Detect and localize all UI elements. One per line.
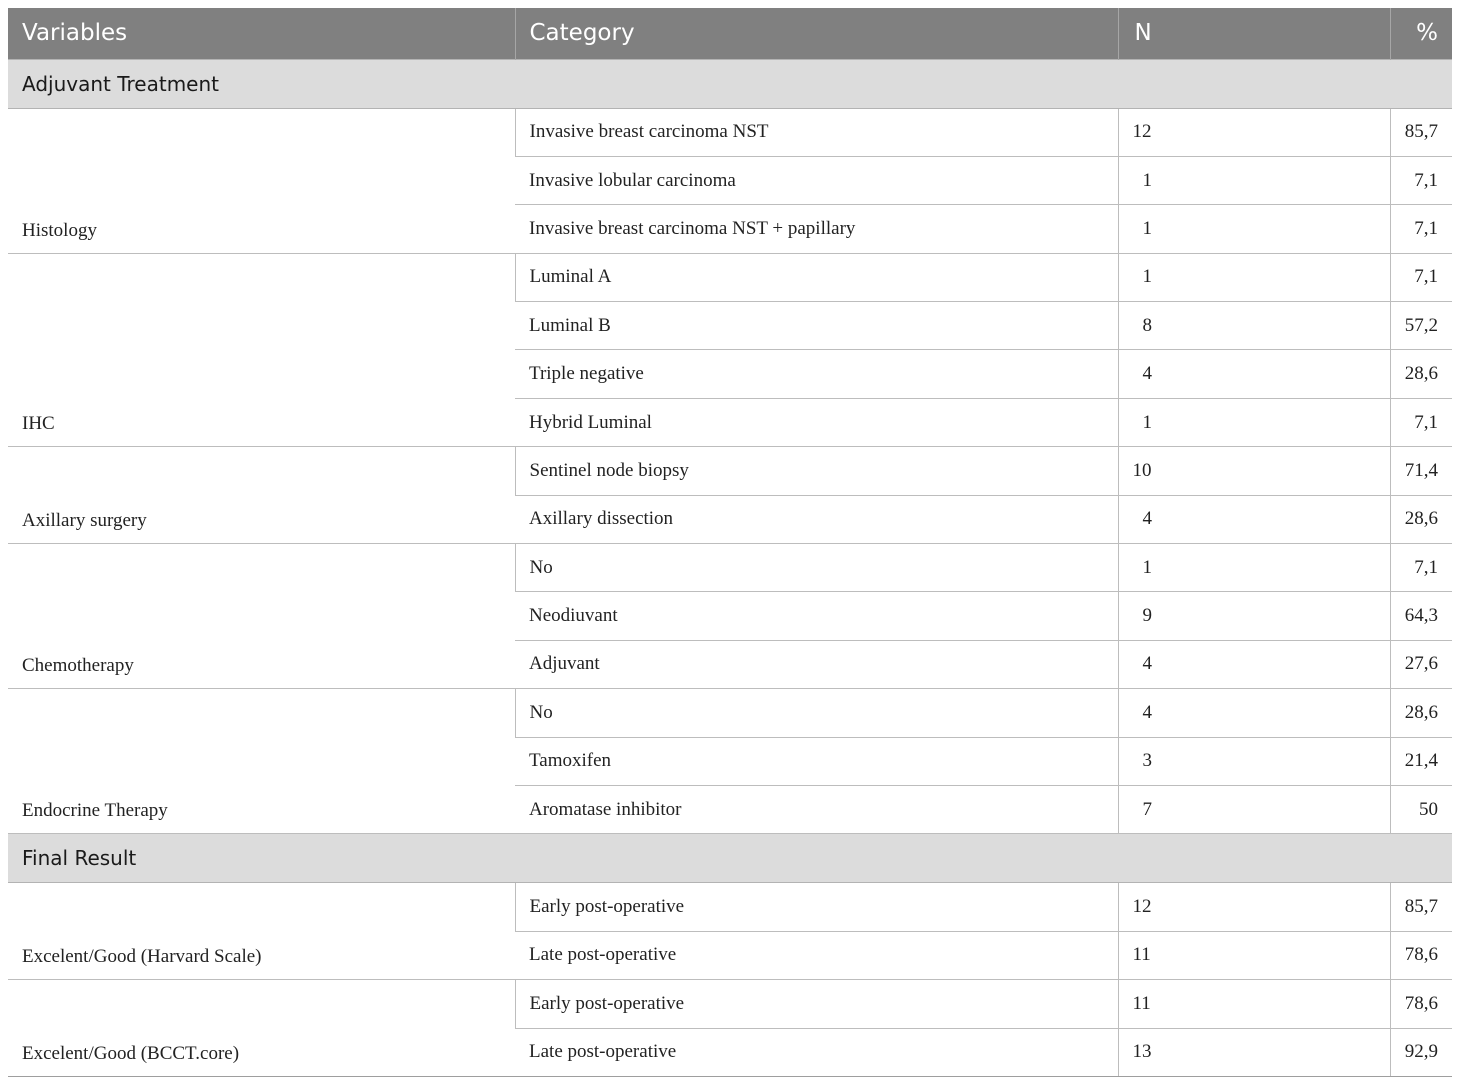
category-cell: Neodiuvant (515, 592, 1118, 640)
category-cell: Sentinel node biopsy (515, 447, 1118, 495)
table-row (8, 883, 1452, 931)
n-cell: 3 (1118, 737, 1390, 785)
header-category: Category (515, 8, 1118, 59)
variable-cell: Histology (8, 108, 515, 253)
category-cell: Invasive lobular carcinoma (515, 156, 1118, 204)
n-cell: 8 (1118, 302, 1390, 350)
variable-cell: IHC (8, 253, 515, 447)
percent-cell: 28,6 (1390, 350, 1452, 398)
percent-cell: 7,1 (1390, 253, 1452, 301)
percent-cell: 85,7 (1390, 883, 1452, 931)
n-cell: 11 (1118, 931, 1390, 979)
percent-cell: 7,1 (1390, 156, 1452, 204)
percent-cell: 27,6 (1390, 640, 1452, 688)
category-cell: Luminal A (515, 253, 1118, 301)
variable-cell: Excelent/Good (BCCT.core) (8, 980, 515, 1077)
table-row (8, 253, 1452, 301)
n-cell: 12 (1118, 108, 1390, 156)
n-cell: 1 (1118, 253, 1390, 301)
n-cell: 1 (1118, 205, 1390, 253)
percent-cell: 28,6 (1390, 689, 1452, 737)
header-variables: Variables (8, 8, 515, 59)
table-row (8, 108, 1452, 156)
category-cell: Late post-operative (515, 931, 1118, 979)
category-cell: Adjuvant (515, 640, 1118, 688)
category-cell: Early post-operative (515, 883, 1118, 931)
category-cell: No (515, 689, 1118, 737)
section-title: Final Result (8, 834, 1452, 883)
category-cell: Triple negative (515, 350, 1118, 398)
n-cell: 13 (1118, 1028, 1390, 1076)
percent-cell: 21,4 (1390, 737, 1452, 785)
table-row (8, 447, 1452, 495)
section-row (8, 834, 1452, 883)
percent-cell: 28,6 (1390, 495, 1452, 543)
n-cell: 10 (1118, 447, 1390, 495)
n-cell: 4 (1118, 495, 1390, 543)
table-body (8, 59, 1452, 1076)
category-cell: Aromatase inhibitor (515, 785, 1118, 833)
percent-cell: 50 (1390, 785, 1452, 833)
results-table (8, 8, 1452, 1077)
category-cell: Axillary dissection (515, 495, 1118, 543)
table-bottom-border (8, 1076, 1452, 1077)
section-row (8, 59, 1452, 108)
category-cell: Luminal B (515, 302, 1118, 350)
table-row (8, 689, 1452, 737)
variable-cell: Chemotherapy (8, 544, 515, 689)
percent-cell: 71,4 (1390, 447, 1452, 495)
header-n: N (1118, 8, 1390, 59)
table-row (8, 980, 1452, 1028)
n-cell: 4 (1118, 640, 1390, 688)
percent-cell: 64,3 (1390, 592, 1452, 640)
percent-cell: 57,2 (1390, 302, 1452, 350)
header-percent: % (1390, 8, 1452, 59)
n-cell: 1 (1118, 544, 1390, 592)
header-row (8, 8, 1452, 59)
percent-cell: 7,1 (1390, 544, 1452, 592)
variable-cell: Axillary surgery (8, 447, 515, 544)
category-cell: No (515, 544, 1118, 592)
category-cell: Hybrid Luminal (515, 398, 1118, 446)
section-title: Adjuvant Treatment (8, 59, 1452, 108)
n-cell: 4 (1118, 350, 1390, 398)
category-cell: Early post-operative (515, 980, 1118, 1028)
n-cell: 11 (1118, 980, 1390, 1028)
n-cell: 1 (1118, 156, 1390, 204)
percent-cell: 92,9 (1390, 1028, 1452, 1076)
percent-cell: 7,1 (1390, 398, 1452, 446)
category-cell: Invasive breast carcinoma NST (515, 108, 1118, 156)
table-row (8, 544, 1452, 592)
n-cell: 9 (1118, 592, 1390, 640)
n-cell: 7 (1118, 785, 1390, 833)
n-cell: 12 (1118, 883, 1390, 931)
category-cell: Tamoxifen (515, 737, 1118, 785)
percent-cell: 7,1 (1390, 205, 1452, 253)
percent-cell: 85,7 (1390, 108, 1452, 156)
n-cell: 1 (1118, 398, 1390, 446)
percent-cell: 78,6 (1390, 931, 1452, 979)
percent-cell: 78,6 (1390, 980, 1452, 1028)
n-cell: 4 (1118, 689, 1390, 737)
table-header (8, 8, 1452, 59)
variable-cell: Endocrine Therapy (8, 689, 515, 834)
variable-cell: Excelent/Good (Harvard Scale) (8, 883, 515, 980)
category-cell: Invasive breast carcinoma NST + papillary (515, 205, 1118, 253)
category-cell: Late post-operative (515, 1028, 1118, 1076)
